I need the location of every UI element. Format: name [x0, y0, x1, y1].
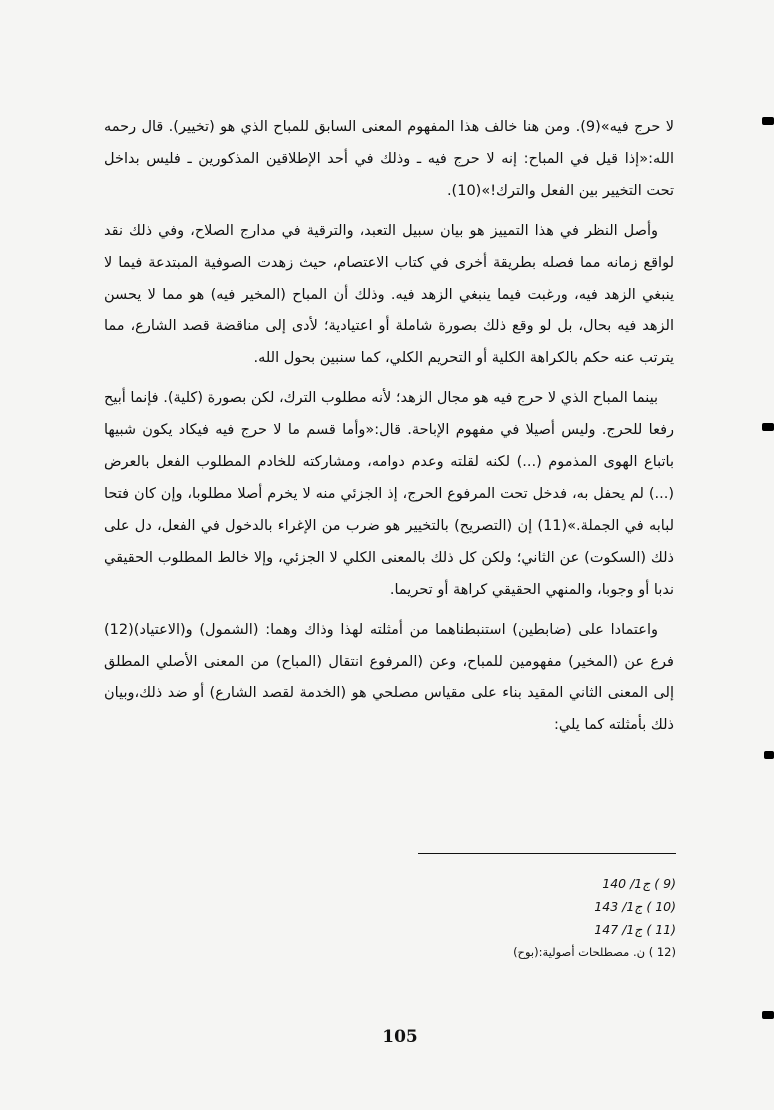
footnote-11: (11 ) ج1/ 147: [594, 922, 676, 937]
paragraph-3: بينما المباح الذي لا حرج فيه هو مجال الزهد؛ لأنه مطلوب الترك، لكن بصورة (كلية). فإنما أبيح رفعا للحرج. وليس أصيلا في مفهوم الإباحة. قال:«وأما قسم ما لا حرج فيه فيكاد يكون شبيها باتباع الهوى المذموم (...) لكنه لقلته وعدم دوامه، ومشاركته للخادم المطلوب الفعل بالعرض (...) لم يحفل به، فدخل تحت المرفوع الحرج، إذ الجزئي منه لا يخرم أصلا مطلوبا، وإن كان فتحا لبابه في الجملة.»(11) إن (التصريح) بالتخيير هو ضرب من الإغراء بالدخول في الفعل، دل على ذلك (السكوت) عن الثاني؛ ولكن كل ذلك بالمعنى الكلي لا الجزئي، وإلا خالط المطلوب الحقيقي ندبا أو وجوبا، والمنهي الحقيقي كراهة أو تحريما.: [104, 390, 674, 598]
paragraph-1: لا حرج فيه»(9). ومن هنا خالف هذا المفهوم المعنى السابق للمباح الذي هو (تخيير). قال رحمه الله:«إذا قيل في المباح: إنه لا حرج فيه ـ وذلك في أحد الإطلاقين المذكورين ـ فليس بداخل تحت التخيير بين الفعل والترك!»(10).: [104, 119, 674, 199]
edge-mark-upper-middle: [762, 423, 774, 431]
edge-mark-bottom: [762, 1011, 774, 1019]
edge-mark-top: [762, 117, 774, 125]
page-number: 105: [382, 1027, 418, 1047]
footnote-12: (12 ) ن. مصطلحات أصولية:(بوح): [513, 945, 676, 959]
edge-mark-lower-middle: [764, 751, 774, 759]
footnote-10: (10 ) ج1/ 143: [594, 899, 676, 914]
paragraph-4: واعتمادا على (ضابطين) استنبطناهما من أمثلته لهذا وذاك وهما: (الشمول) و(الاعتياد)(12) فرع عن (المخير) مفهومين للمباح، وعن (المرفوع انتقال (المباح) من المعنى الأصلي المطلق إلى المعنى الثاني المقيد بناء على مقياس مصلحي هو (الخدمة لقصد الشارع) أو ضد ذلك،وبيان ذلك بأمثلته كما يلي:: [104, 621, 674, 734]
paragraph-2: وأصل النظر في هذا التمييز هو بيان سبيل التعبد، والترقية في مدارج الصلاح، وفي ذلك نقد لواقع زمانه مما فصله بطريقة أخرى في كتاب الاعتصام، حيث زهدت الصوفية المبتدعة فيما لا ينبغي الزهد فيه، ورغبت فيما ينبغي الزهد فيه. وذلك أن المباح (المخير فيه) هو مما لا يحسن الزهد فيه بحال، بل لو وقع ذلك بصورة شاملة أو اعتيادية؛ لأدى إلى مناقضة قصد الشارع، مما يترتب عنه حكم بالكراهة الكلية أو التحريم الكلي، كما سنبين بحول الله.: [104, 222, 674, 367]
footnotes: [418, 872, 676, 964]
body-text: [104, 112, 674, 742]
footnote-9: (9 ) ج1/ 140: [602, 876, 676, 891]
footnote-divider: [418, 853, 676, 854]
